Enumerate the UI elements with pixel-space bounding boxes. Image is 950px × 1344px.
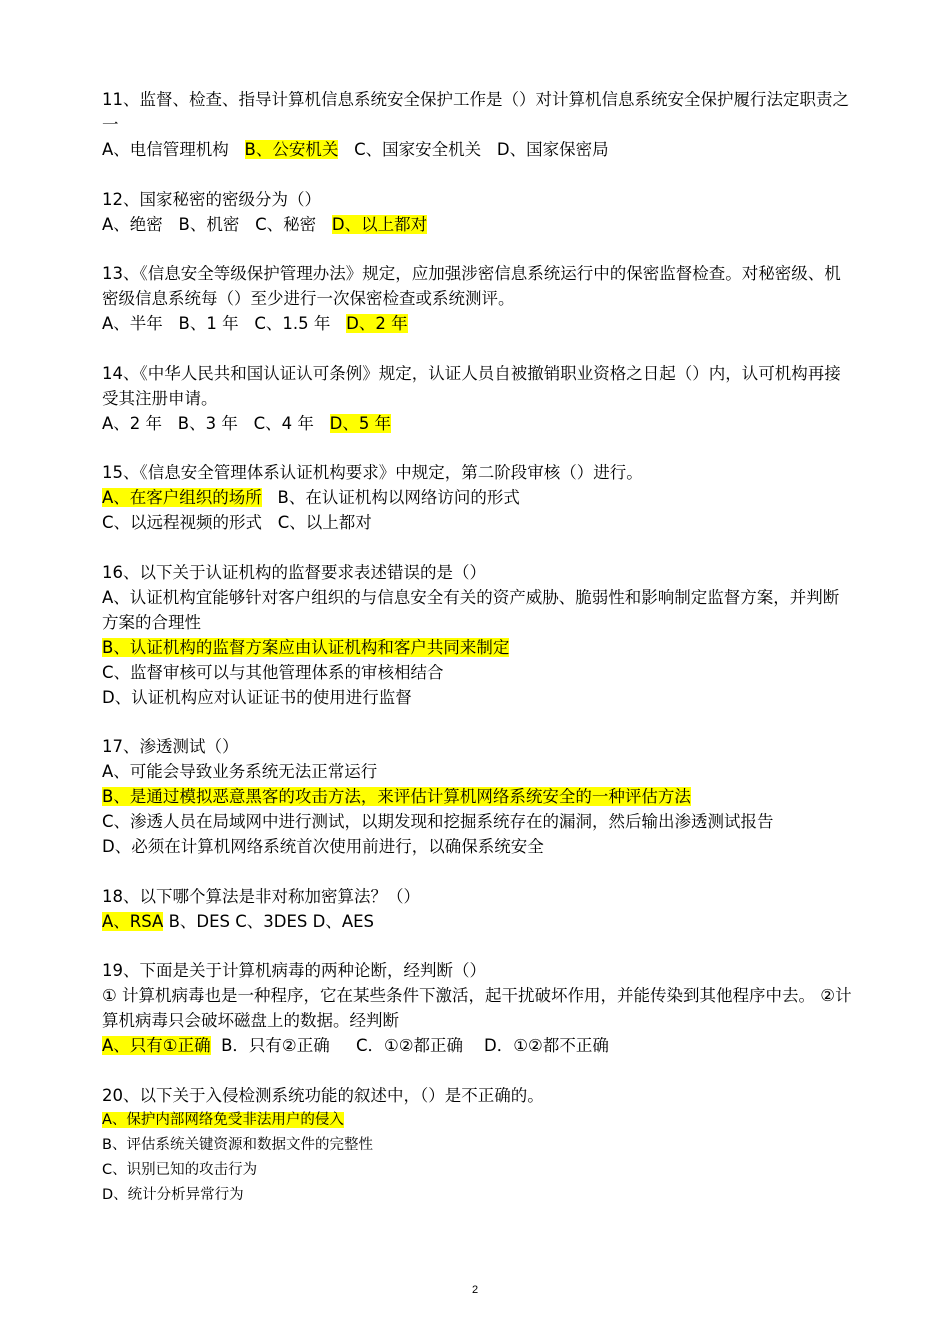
question-15	[102, 460, 854, 535]
question-statement: ① 计算机病毒也是一种程序，它在某些条件下激活，起干扰破坏作用，并能传染到其他程序中去。 ②计算机病毒只会破坏磁盘上的数据。经判断	[102, 986, 852, 1030]
option-a: A、半年	[102, 314, 163, 333]
option-d: D、认证机构应对认证证书的使用进行监督	[102, 687, 412, 707]
option-c: C、国家安全机关	[354, 140, 482, 159]
option-c: C、3DES	[235, 911, 308, 931]
question-title: 19、下面是关于计算机病毒的两种论断，经判断（）	[102, 961, 486, 980]
option-a-answer: A、保护内部网络免受非法用户的侵入	[102, 1111, 344, 1128]
option-c: C、监督审核可以与其他管理体系的审核相结合	[102, 662, 444, 682]
option-b: B、评估系统关键资源和数据文件的完整性	[102, 1136, 373, 1153]
question-18	[102, 884, 854, 934]
question-20	[102, 1083, 854, 1208]
question-title: 12、国家秘密的密级分为（）	[102, 189, 321, 209]
option-b: B、机密	[178, 214, 240, 234]
question-title: 15、《信息安全管理体系认证机构要求》中规定，第二阶段审核（）进行。	[102, 463, 643, 482]
question-13	[102, 261, 854, 336]
options-row	[102, 909, 854, 934]
options-row	[102, 1033, 854, 1058]
option-d-answer: D、2 年	[346, 314, 408, 333]
option-b-answer: B、认证机构的监督方案应由认证机构和客户共同来制定	[102, 637, 510, 657]
option-d: D．①②都不正确	[484, 1036, 609, 1055]
question-title: 18、以下哪个算法是非对称加密算法？（）	[102, 886, 420, 906]
option-a-answer: A、在客户组织的场所	[102, 488, 262, 507]
option-b: B、1 年	[178, 314, 239, 333]
option-a: A、认证机构宜能够针对客户组织的与信息安全有关的资产威胁、脆弱性和影响制定监督方案，并判断方案的合理性	[102, 587, 840, 632]
option-d-answer: D、以上都对	[331, 214, 428, 234]
options-row	[102, 212, 854, 237]
option-c: C、识别已知的攻击行为	[102, 1161, 258, 1178]
option-b: B、3 年	[177, 413, 238, 433]
option-a-answer: A、只有①正确	[102, 1036, 211, 1055]
question-14	[102, 361, 854, 436]
question-11	[102, 87, 854, 162]
options-row	[102, 485, 854, 510]
option-a: A、2 年	[102, 413, 163, 433]
option-a-row	[102, 1108, 854, 1133]
option-d: D、统计分析异常行为	[102, 1186, 244, 1203]
option-b-answer: B、公安机关	[244, 140, 339, 159]
option-a: A、电信管理机构	[102, 140, 229, 159]
page-number: 2	[471, 1284, 479, 1296]
option-b: B、DES	[168, 911, 231, 931]
question-17	[102, 734, 854, 859]
question-title: 16、以下关于认证机构的监督要求表述错误的是（）	[102, 562, 486, 582]
option-d: D、国家保密局	[496, 140, 609, 159]
option-c: C、渗透人员在局域网中进行测试，以期发现和挖掘系统存在的漏洞，然后输出渗透测试报告	[102, 812, 774, 831]
question-12	[102, 187, 854, 237]
question-title: 14、《中华人民共和国认证认可条例》规定，认证人员自被撤销职业资格之日起（）内，认可机构再接受其注册申请。	[102, 363, 841, 408]
option-c: C．①②都正确	[355, 1036, 464, 1055]
options-row	[102, 137, 854, 162]
option-c: C、秘密	[255, 214, 317, 234]
option-b-row	[102, 635, 854, 660]
options-row	[102, 510, 854, 535]
option-b: B、在认证机构以网络访问的形式	[277, 488, 520, 507]
question-16	[102, 560, 854, 710]
option-b-answer: B、是通过模拟恶意黑客的攻击方法，来评估计算机网络系统安全的一种评估方法	[102, 787, 691, 806]
option-a: A、可能会导致业务系统无法正常运行	[102, 762, 378, 781]
option-c: C、4 年	[253, 413, 314, 433]
option-d: D、必须在计算机网络系统首次使用前进行，以确保系统安全	[102, 837, 544, 856]
question-19	[102, 958, 854, 1058]
options-row	[102, 311, 854, 336]
options-row	[102, 411, 854, 436]
option-c: C、以远程视频的形式	[102, 513, 263, 532]
option-d: C、以上都对	[277, 513, 372, 532]
option-b: B．只有②正确	[221, 1036, 330, 1055]
option-a-answer: A、RSA	[102, 911, 164, 931]
option-a: A、绝密	[102, 214, 163, 234]
question-title: 20、以下关于入侵检测系统功能的叙述中，（）是不正确的。	[102, 1085, 544, 1105]
question-title: 13、《信息安全等级保护管理办法》规定，应加强涉密信息系统运行中的保密监督检查。对秘密级、机密级信息系统每（）至少进行一次保密检查或系统测评。	[102, 264, 841, 308]
question-title: 17、渗透测试（）	[102, 737, 239, 756]
option-c: C、1.5 年	[254, 314, 331, 333]
question-title: 11、监督、检查、指导计算机信息系统安全保护工作是（）对计算机信息系统安全保护履行法定职责之一	[102, 90, 849, 134]
option-b-row	[102, 784, 854, 809]
option-d: D、AES	[312, 911, 375, 931]
option-d-answer: D、5 年	[329, 413, 392, 433]
